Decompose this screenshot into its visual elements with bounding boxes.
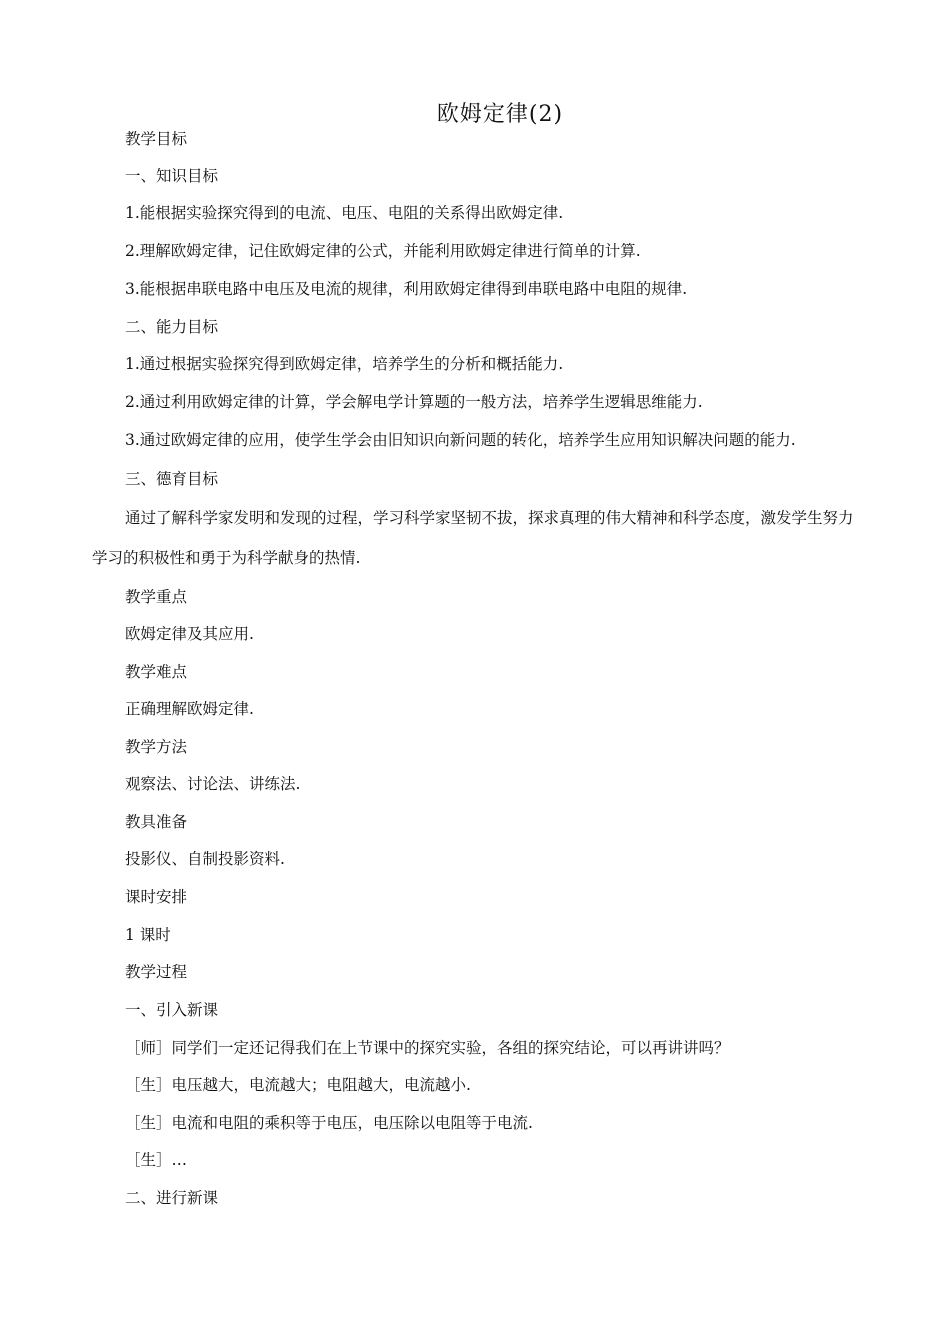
schedule-text: 1 课时 <box>125 926 171 944</box>
subheading-knowledge-goals: 一、知识目标 <box>125 167 219 185</box>
knowledge-goal-1: 1.能根据实验探究得到的电流、电压、电阻的关系得出欧姆定律. <box>125 204 564 222</box>
subheading-intro: 一、引入新课 <box>125 1001 219 1019</box>
section-heading-difficulties: 教学难点 <box>125 663 188 681</box>
section-heading-schedule: 课时安排 <box>125 888 188 906</box>
dialogue-teacher: ［师］同学们一定还记得我们在上节课中的探究实验，各组的探究结论，可以再讲讲吗？ <box>125 1039 730 1057</box>
section-heading-methods: 教学方法 <box>125 738 188 756</box>
dialogue-student-1: ［生］电压越大，电流越大；电阻越大，电流越小. <box>125 1076 471 1094</box>
methods-text: 观察法、讨论法、讲练法. <box>125 775 301 793</box>
section-heading-process: 教学过程 <box>125 963 188 981</box>
key-points-text: 欧姆定律及其应用. <box>125 625 254 643</box>
subheading-new-lesson: 二、进行新课 <box>125 1189 219 1207</box>
dialogue-student-2: ［生］电流和电阻的乘积等于电压，电压除以电阻等于电流. <box>125 1114 533 1132</box>
subheading-ability-goals: 二、能力目标 <box>125 318 219 336</box>
knowledge-goal-3: 3.能根据串联电路中电压及电流的规律，利用欧姆定律得到串联电路中电阻的规律. <box>125 280 688 298</box>
difficulties-text: 正确理解欧姆定律. <box>125 700 254 718</box>
section-heading-teaching-goals: 教学目标 <box>125 130 188 148</box>
section-heading-key-points: 教学重点 <box>125 588 188 606</box>
ability-goal-3: 3.通过欧姆定律的应用，使学生学会由旧知识向新问题的转化，培养学生应用知识解决问题的能力. <box>125 431 796 449</box>
document-title: 欧姆定律(2) <box>436 102 564 127</box>
dialogue-student-3: ［生］… <box>125 1151 188 1169</box>
moral-goal-paragraph: 通过了解科学家发明和发现的过程，学习科学家坚韧不拔，探求真理的伟大精神和科学态度，激发学生努力学习的积极性和勇于为科学献身的热情. <box>92 509 854 567</box>
knowledge-goal-2: 2.理解欧姆定律，记住欧姆定律的公式，并能利用欧姆定律进行简单的计算. <box>125 242 641 260</box>
ability-goal-1: 1.通过根据实验探究得到欧姆定律，培养学生的分析和概括能力. <box>125 355 564 373</box>
ability-goal-2: 2.通过利用欧姆定律的计算，学会解电学计算题的一般方法，培养学生逻辑思维能力. <box>125 393 703 411</box>
section-heading-teaching-aids: 教具准备 <box>125 813 188 831</box>
subheading-moral-goals: 三、德育目标 <box>125 470 219 488</box>
teaching-aids-text: 投影仪、自制投影资料. <box>125 850 285 868</box>
